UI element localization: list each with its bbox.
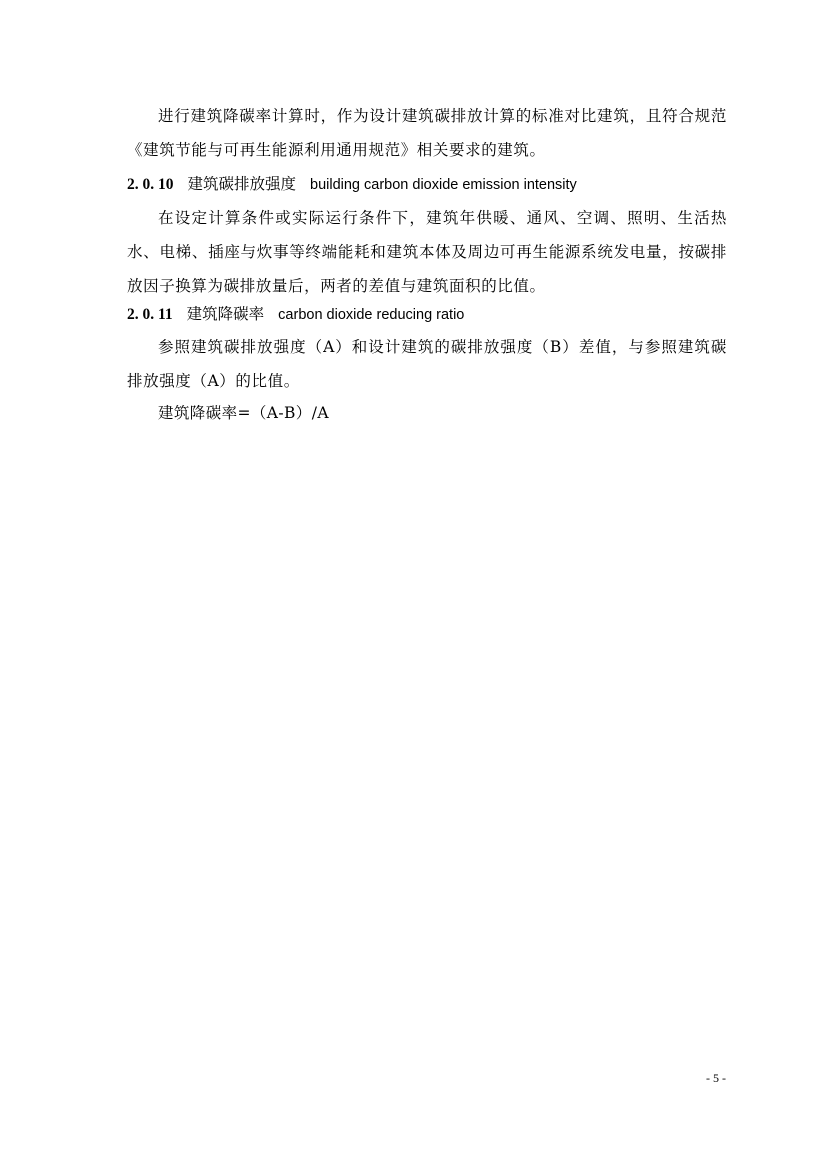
term-heading-2-0-11 [127,297,727,332]
term-chinese-name: 建筑碳排放强度 [187,175,297,193]
term-heading-2-0-10 [127,167,727,202]
paragraph-reducing-ratio-definition: 参照建筑碳排放强度（A）和设计建筑的碳排放强度（B）差值，与参照建筑碳排放强度（A）的比值。 [127,338,727,390]
term-english-name: carbon dioxide reducing ratio [278,307,465,323]
paragraph-emission-intensity-definition: 在设定计算条件或实际运行条件下，建筑年供暖、通风、空调、照明、生活热水、电梯、插座与炊事等终端能耗和建筑本体及周边可再生能源系统发电量，按碳排放因子换算为碳排放量后，两者的差值与建筑面积的比值。 [127,209,727,295]
reducing-ratio-formula: 建筑降碳率=（A-B）/A [158,404,329,422]
term-number: 2. 0. 11 [127,306,173,323]
term-number: 2. 0. 10 [127,176,174,193]
paragraph-reference-building: 进行建筑降碳率计算时，作为设计建筑碳排放计算的标准对比建筑，且符合规范《建筑节能与可再生能源利用通用规范》相关要求的建筑。 [127,107,727,159]
term-english-name: building carbon dioxide emission intensity [310,177,577,193]
page-number: - 5 - [706,1071,726,1085]
term-chinese-name: 建筑降碳率 [186,305,265,323]
